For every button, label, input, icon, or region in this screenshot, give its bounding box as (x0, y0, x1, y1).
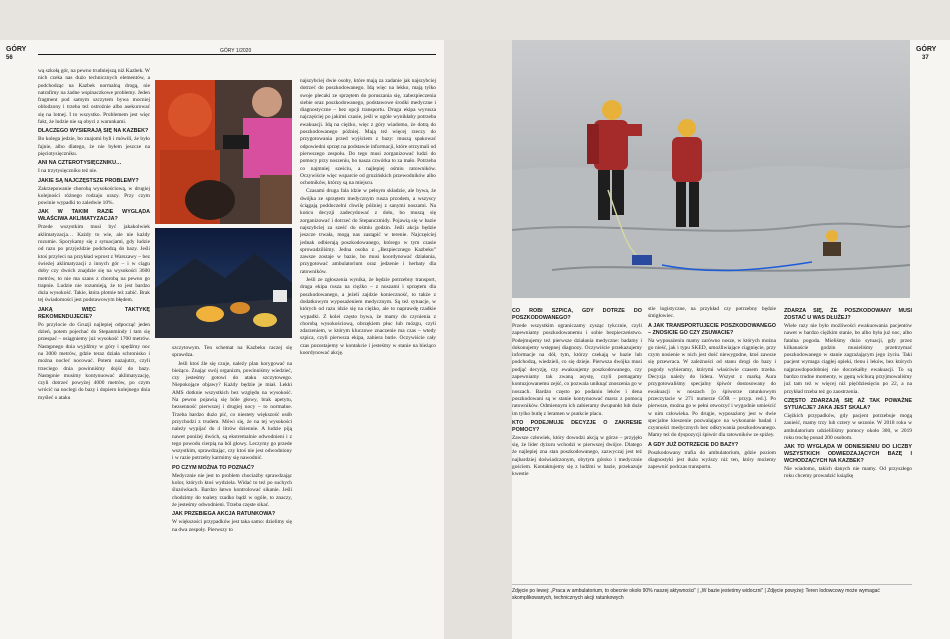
right-column-3 (784, 306, 912, 584)
ambulatorium-photo (155, 80, 292, 224)
question-heading: JAK TO WYGLĄDA W ODNIESIENIU DO LICZBY WSZYSTKICH ODWIEDZAJĄCYCH BAZĘ I WCHODZĄCYCH NA KAZBEK? (784, 444, 912, 465)
paragraph: Czasami druga fala idzie w pełnym składzie, ale bywa, że dwójka ze sprzętem medycznym rusza przodem, a wszyscy ściągają poddoczelni chwilę później z sanymi noszami. Na końcu decyzji zadecydować z dołu, bo muszą się zorganizować i dotrzeć do Stepanczmidy. Pojawią się w bazie najszybciej za sześć do ośmiu godzin. Jeśli akcja będzie jeszcze trwała, mogą nas zastąpić w terenie. Najczęściej jednak odbierają poszkodowanego, którego w tym czasie sprowadziliśmy. Jedna osoba z „Bezpiecznego Kazbeku” zawsze zostaje w bazie, bo musi koordynować działania, przygotować ambulatorium oraz jedzenie i herbaty dla ratowników. (300, 188, 436, 275)
paragraph: Bo kolega jedzie, bo znajomi byli i mówili, że było fajnie, albo dlatego, że nie byłem jeszcze na pięciotysięczniku. (38, 136, 150, 157)
paragraph: Nie wiadomo, takich danych nie mamy. Od przyszłego roku chcemy prowadzić książkę (784, 466, 912, 480)
paragraph: Ciężkich przypadków, gdy pacjent potrzebuje mogą zanieść, mamy trzy lub cztery w sezonie. W 2018 roku w ambulatorium udzieliliśmy pomocy około 300, w 2019 roku trochę ponad 200 osobom. (784, 412, 912, 441)
glacier-rescue-photo-art (512, 40, 910, 298)
photo-caption: Zdjęcie po lewej: „Praca w ambulatorium, to obecnie około 90% naszej aktywności” | „W bazie jesteśmy widoczni” | Zdjęcie powyżej: Teren lodowcowy może wymagać skomplikowanych, technicznych akcji ratunkowych (512, 588, 880, 601)
right-page-number: 37 (922, 55, 929, 61)
paragraph: Przede wszystkim ograniczamy zysząc tykcznie, czyli zapewniamy poszkodowanemu i sobie bezpieczeństwo. Podejmujemy też pierwsze działania medyczne: badamy i dokonujemy wstępnej diagnozy. Oczywiście przekazujemy informacje na dół, tym, którzy czekają w bazie lub podchodzą, wiedzieli, co się dzieje. Pierwsza dwójka musi podjąć decyzję, czy ewakuujemy poszkodowanego, czy zapewniamy tak zwaną asystę, czyli pomagamy kontuzjowanemu zejść, co pozwala uniknąć znoszenia go w noszach. Bardzo często po podaniu leków i dena poszkodowani są w stanie kontynuować marsz z pomocą ratowników. Odmiennym ich zabieramy dwupunkt lub duże im tylko butlę z leramen w punkcie placu. (512, 323, 642, 417)
glacier-rescue-photo (512, 40, 910, 298)
paragraph: najszybciej dwie osoby, które mają za zadanie jak najszybciej dotrzeć do poszkodowanego. Idą więc na lekko, mają tylko swoje plecaki ze sprzętem do poruszania się, zabezpieczenia siebie oraz poszkodowanego, podstawowe środki medyczne i diagnostyczne – bez opcji transportu. Druga ekipa wyrusza najczęściej po jakimś czasie, jeśli w ogóle wynikłaby potrzeba ewakuacji. Idą na ciężko, więc z góry wiadomo, że dotrą do poszkodowanego później. Mają też więcej rzeczy do przygotowania przed wyjściem z bazy: muszą spakować odpowiedni sprzęt na podstawie informacji, które otrzymali od pierwszego zespołu. Do tego musi zorganizować ludzi do pomocy przy noszeniu, bo nasza czwórka to za mało. Potrzeba co najmniej sześciu, a najlepiej ośmiu ratowników. Oczywiście więc wsparcie od gruzińskich przewodników albo ochotników, którzy są na miejscu. (300, 78, 436, 187)
paragraph: Jeśli ktoś źle się czuje, należy plan korygować na bieżąco. Znając swój organizm, powinniśmy wiedzieć, czy jesteśmy gotowi do ataku szczytowego. Niepokojące objawy? Każdy będzie je miał. Lekki AMS dotknie wszystkich bez względu na wysokość. Na pewno pojawią się bóle głowy, brak apetytu, bezsenność pierwszej i drugiej nocy – to normalne. Trzeba bardzo dużo pić, co niestety większość osób przychodzi z trudem. Mówi się, że na tej wysokości należy wypijać do 4 litrów dziennie. A ludzie piją nawet poniżej dwóch, są ekstremalnie odwodnieni i z tego powodu cierpią na ból głowy. Leczymy go przede wszystkim, sprawdzając, czy ktoś nie jest odwodniony i w razie potrzeby karmimy się nawodnić. (172, 360, 292, 462)
question-heading: DLACZEGO WYSIERAJĄ SIĘ NA KAZBEK? (38, 128, 149, 135)
paragraph: Na wyposażeniu mamy zarówno nosze, w których można go nieść, jak i typu SKED, umożliwiające ciągnięcie, przy czym nosienie w nich jest dość niewygodne, ktoś zawsze się przewraca. W zależności od stanu drogi do bazy i pogody wybieramy, którymi właściwie czasem trzeba. Decyzja należy do lidera. Wszyst z marką Aura przygotowaliśmy specjalny śpiwór dostosowany do ewakuacji w noszach [o śpiworze ratunkowym przeczytacie w 271 numerze GÓR – przyp. red.]. Po pierwsze, można go w pełni otworzyć i wygodnie umieścić w nim człowieka. Po drugie, wyposażony jest w dwie specjalne kieszenie pozwalające na wykonanie badań i czynności medycznych bez odkrywania poszkodowanego. Mamy też do dyspozycji śpiwór dla ratowników ze spiżey. (648, 337, 776, 439)
paragraph: Medycznie nie jest to problem chociażby sprawdzając kolor, których ktoś wydziela. Widać to też po suchych śluzówkach. Bardzo łatwo kontrolować sikanie. Jeśli chodzimy do toalety rzadko bądź w ogóle, to znaczy, że jesteśmy odwodnieni. Trzeba częste sikać. (172, 472, 292, 508)
paragraph: Po przylocie do Gruzji najlepiej odpocząć jeden dzień, potem pojechać do Stepanmindy i tam się przespać – osiągniemy już wysokość 1700 metrów. Następnego dnia wyjdźmy w góry i spędźmy noc na 3000 metrów, gdzie teraz działa schronisko i można nocleć nocować. Potem nazajutrz, czyli trzeciego dnia powinniśmy dojść do bazy. Następnie musimy kontynuować aklimatyzację, czyli dotrzeć powyżej 4000 metrów, po czym wrócić na noclegi do bazy i dopiero kolejnego dnia myśleć o ataku (38, 321, 150, 401)
right-page (512, 40, 950, 639)
question-heading: A GDY JUŻ DOTRZECIE DO BAZY? (648, 441, 739, 448)
question-heading: A JAK TRANSPORTUJECIE POSZKODOWANEGO – ZNOSICIE GO CZY ZSUWACIE? (648, 322, 776, 336)
ambulatorium-photo-art (155, 80, 292, 224)
right-column-2 (648, 306, 776, 584)
left-column-1 (38, 68, 150, 636)
paragraph: Wiele razy nie było możliwości ewakuowania pacjentów nawet w bardzo ciężkim stanie, bo albo była już noc, albo fatalna pogoda. Mieliśmy dużo sytuacji, gdy przez kilkanaście godzin musieliśmy przetrzymać poszkodowanego w stanie zagrażającym jego życiu. Taki pacjent wymaga ciągłej opieki, tlenu i leków, bez których najprawdopodobniej nie doczekałby ewakuacji. To są bardzo trudne momenty, w gęstą wichurą przyjmowaliśmy już tam też w więcej niż pięćdziesięciu po 22, a na przykład trzeba też go zaostrzenia. (784, 323, 912, 395)
question-heading: JAK W TAKIM RAZIE WYGLĄDA WŁAŚCIWA AKLIMATYZACJA? (38, 209, 150, 223)
paragraph: Poszkodowany trafia do ambulatorium, gdzie poziom diagnostyki jest dużo wyższy niż ten, który możemy zapewnić podczas transportu. (648, 449, 776, 471)
question-heading: CO ROBI SZPICA, GDY DOTRZE DO POSZKODOWANEGO? (512, 308, 642, 321)
right-section-title: GÓRY (916, 46, 937, 53)
paragraph: Zakrzepowanie chorobą wysokościową, w drugiej kolejności różnego rodzaju urazy. Przy czym powinie wypadki to zaledwie 10%. (38, 185, 150, 207)
paragraph: stie logistyczne, na przykład czy potrzebny będzie śmigłowiec. (648, 306, 776, 320)
left-section-title: GÓRY (6, 46, 27, 53)
base-camp-photo (155, 228, 292, 338)
left-page-number: 56 (6, 55, 13, 61)
left-page (0, 40, 444, 639)
paragraph: szczytowym. Ten schemat na Kazbeku raczej się sprawdza. (172, 345, 292, 359)
paragraph: wą szkołą gór, na pewno trudniejszą niż Kazbek. W nich czeka nas dużo technicznych elementów, a podchodząc na Kazbek normalną drogą, nie natrafimy na żadne wspinaczkowe problemy. Jeden fragment pod samym szczytem bywa mocniej oblodzony i trzeba też ostrożnie albo asekurować się na lotnej. I to wszystko. Problemem jest więc fakt, że ludzie nie są obyci z warunkami. (38, 68, 150, 126)
left-column-2 (172, 345, 292, 636)
paragraph: I na trzytysięczniku też nie. (38, 168, 98, 175)
paragraph: Jeśli ze zgłoszenia wynika, że będzie potrzebny transport, druga ekipa rusza na ciężko – z noszami i sprzętem dla poszkodowanego, a jeżeli zajdzie konieczność, to także z dodatkowym wyposażeniem medycznym. Są też sytuacje, w których od razu idzie się na ciężko, ale to naprawdę rzadkie wypadki. Z kolei często bywa, że mamy do czynienia z chorobą wysokościową, obrzękiem płuc lub mózgu, czyli zdarzeniem, w którym kluczowe znaczenie ma czas – wtedy szpica, czyli pierwsza ekipa, zabiera butle. Oczywiście cały czas pozostajemy w kontakcie i jesteśmy w stanie na bieżąco koordynować akcję. (300, 277, 436, 356)
question-heading: JAKIE SĄ NAJCZĘSTSZE PROBLEMY? (38, 177, 139, 184)
question-heading: JAK PRZEBIEGA AKCJA RATUNKOWA? (172, 511, 276, 518)
question-heading: ANI NA CZTEROTYSIĘCZNIKU… (38, 160, 122, 167)
paragraph: Zawsze człowiek, który dowodzi akcją w górze – przyjęło się, że lider dyżuru wchodzi w pierwszej dwójce. Dlatego że najlepiej zna stan poszkodowanego, zazwyczaj jest też najbardziej doświadczonym, obytym górsko i medycznie gościem. Kontaktujemy się z ludźmi w bazie, przekazuje kwestie (512, 434, 642, 478)
question-heading: ZDARZA SIĘ, ŻE POSZKODOWANY MUSI ZOSTAĆ U WAS DŁUŻEJ? (784, 308, 912, 321)
question-heading: KTO PODEJMUJE DECYZJE O ZAKRESIE POMOCY? (512, 419, 642, 433)
caption-rule (512, 584, 912, 585)
issue-label: GÓRY 1/2020 (220, 48, 252, 54)
header-rule (38, 54, 436, 55)
right-column-1 (512, 306, 642, 584)
spread-gutter (444, 40, 512, 639)
base-camp-photo-art (155, 228, 292, 338)
question-heading: PO CZYM MOŻNA TO POZNAĆ? (172, 464, 255, 471)
paragraph: Przede wszystkim musi być jakakolwiek aklimatyzacja… Każdy to wie, ale nie każdy rozumie. Sporykamy się z sytuacjami, gdy ludzie od razu po przyjeździe podchodzą do bazy. Jeśli ktoś przyleci na przykład wprost z Warszawy – bez świeżej aklimatyzacji z innych gór – i w ciągu doby czy dwóch znajdzie się na wysokości 3600 metrów, to nie ma szans z chorobą na pewno go trapnie. Ludzie nie rozumieją, że to jest bardzo duża wysokość. Takie, która plotnie też zabić. Brak tej świadomości jest podstawowym błędem. (38, 224, 150, 304)
left-column-3 (300, 78, 436, 636)
question-heading: CZĘSTO ZDARZAJĄ SIĘ AŻ TAK POWAŻNE SYTUACJE? JAKA JEST SKALA? (784, 397, 912, 411)
question-heading: JAKĄ WIĘC TAKTYKĘ REKOMENDUJECIE? (38, 306, 150, 320)
paragraph: W większości przypadków jest taka samo: dzielimy się na dwa zespoły. Pierwszy to (172, 519, 292, 533)
